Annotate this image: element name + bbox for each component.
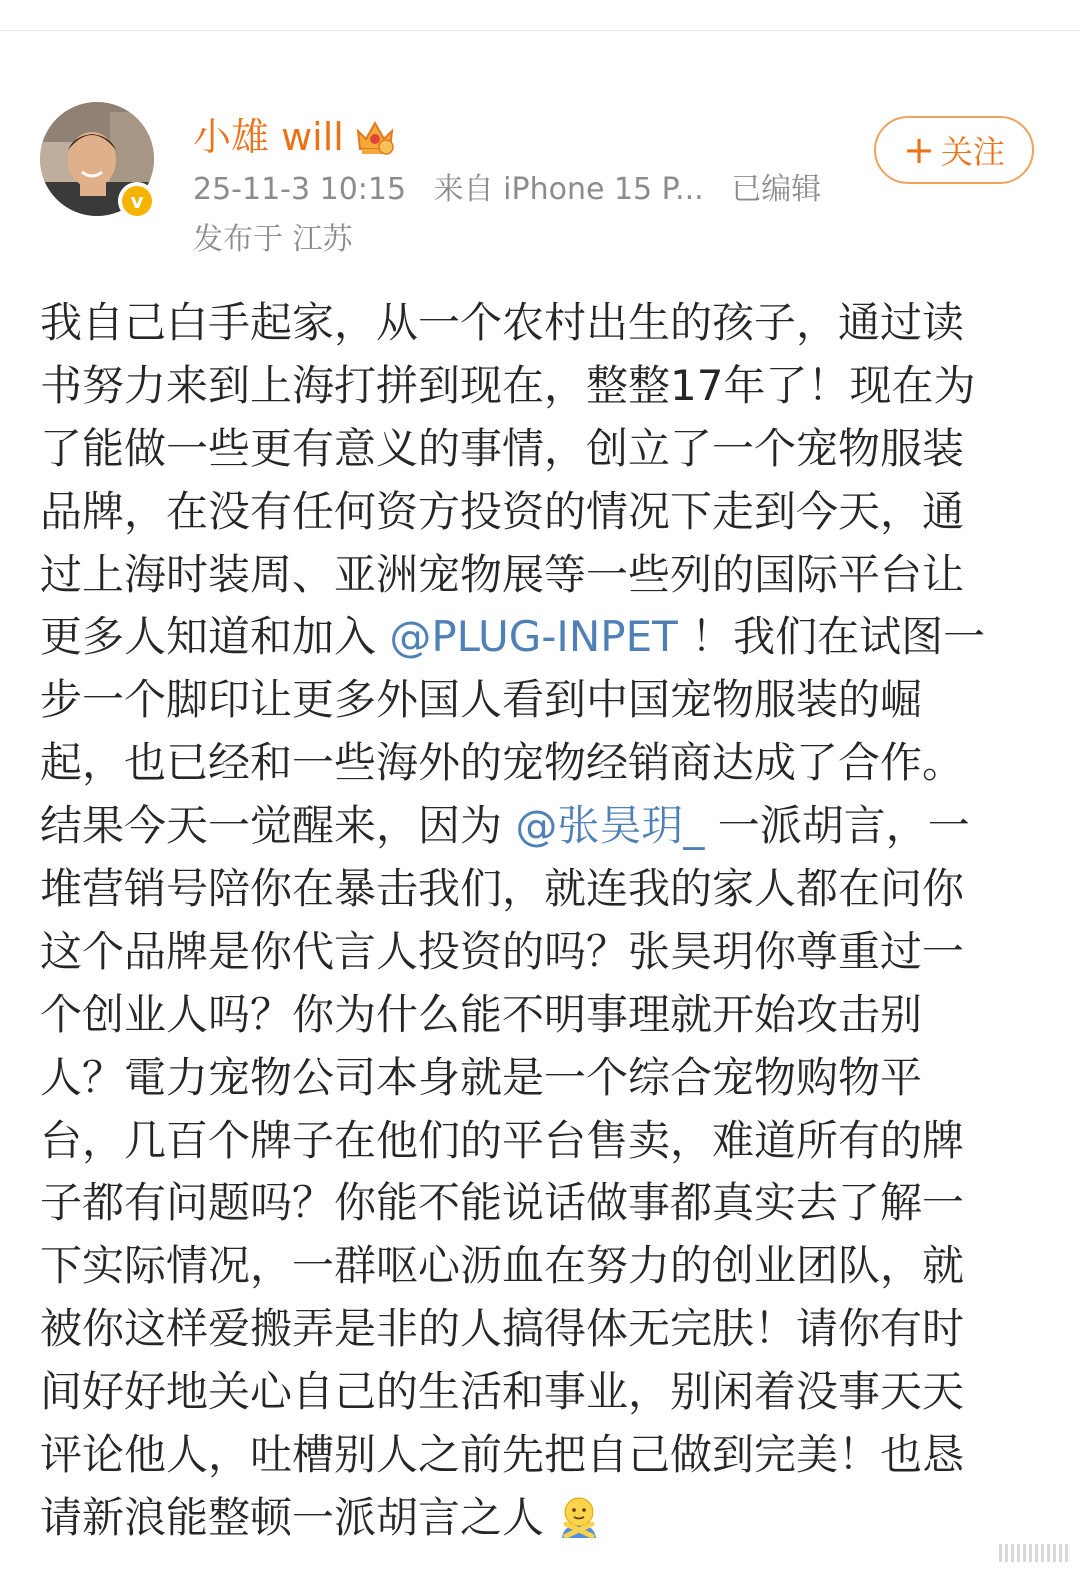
post-line: [40, 1361, 1030, 1424]
post-text: 评论他人，吐槽别人之前先把自己做到完美！也恳: [40, 1430, 965, 1480]
crown-icon: [354, 117, 396, 157]
follow-button[interactable]: [874, 116, 1034, 184]
post-meta: [193, 170, 821, 210]
post-line: [40, 984, 1030, 1047]
post-line: [40, 606, 1030, 669]
post-line: [40, 1424, 1030, 1487]
weibo-post: [0, 30, 1080, 1574]
mention-link[interactable]: @PLUG-INPET: [389, 612, 678, 662]
post-text: 了能做一些更有意义的事情，创立了一个宠物服装: [40, 423, 965, 473]
post-text: 过上海时装周、亚洲宠物展等一些列的国际平台让: [40, 549, 965, 599]
plus-icon: +: [903, 128, 935, 172]
post-line: [40, 418, 1030, 481]
post-text: 书努力来到上海打拼到现在，整整17年了！现在为: [40, 360, 976, 410]
post-text: 被你这样爱搬弄是非的人搞得体无完肤！请你有时: [40, 1304, 965, 1354]
post-line: [40, 669, 1030, 732]
watermark: [928, 1542, 1068, 1564]
post-line: [40, 1110, 1030, 1173]
post-text: 子都有问题吗？你能不能说话做事都真实去了解一: [40, 1178, 965, 1228]
post-text: 这个品牌是你代言人投资的吗？张昊玥你尊重过一: [40, 926, 965, 976]
post-text: 品牌，在没有任何资方投资的情况下走到今天，通: [40, 486, 965, 536]
post-line: [40, 1487, 1030, 1550]
post-line: [40, 1172, 1030, 1235]
post-text: ！我们在试图一: [677, 612, 986, 662]
post-line: [40, 1298, 1030, 1361]
follow-label: 关注: [940, 133, 1005, 171]
post-text: 更多人知道和加入: [40, 612, 390, 662]
timestamp: 25-11-3 10:15: [193, 172, 407, 207]
post-text: 人？電力宠物公司本身就是一个综合宠物购物平: [40, 1052, 923, 1102]
post-text: 间好好地关心自己的生活和事业，别闲着没事天天: [40, 1367, 965, 1417]
top-strip: [0, 0, 1080, 31]
name-row: [193, 112, 396, 162]
post-line: [40, 1235, 1030, 1298]
post-text: 一派胡言，一: [704, 801, 970, 851]
edited-label[interactable]: 已编辑: [731, 172, 822, 207]
post-line: [40, 921, 1030, 984]
post-line: [40, 795, 1030, 858]
post-line: [40, 858, 1030, 921]
post-text: 步一个脚印让更多外国人看到中国宠物服装的崛: [40, 675, 923, 725]
username[interactable]: 小雄 will: [193, 115, 344, 159]
post-content: [40, 292, 1030, 1550]
post-line: [40, 732, 1030, 795]
post-text: 下实际情况，一群呕心沥血在努力的创业团队，就: [40, 1241, 965, 1291]
verified-badge-icon: v: [118, 182, 156, 220]
shrug-emoji-icon: [556, 1494, 602, 1540]
mention-link[interactable]: @张昊玥_: [515, 801, 705, 851]
post-location: 发布于 江苏: [193, 222, 353, 257]
post-text: 台，几百个牌子在他们的平台售卖，难道所有的牌: [40, 1115, 965, 1165]
post-line: [40, 292, 1030, 355]
post-line: [40, 481, 1030, 544]
post-line: [40, 355, 1030, 418]
post-text: 起，也已经和一些海外的宠物经销商达成了合作。: [40, 738, 965, 788]
post-text: 堆营销号陪你在暴击我们，就连我的家人都在问你: [40, 864, 965, 914]
post-text: 我自己白手起家，从一个农村出生的孩子，通过读: [40, 298, 965, 347]
post-line: [40, 544, 1030, 607]
post-text: 个创业人吗？你为什么能不明事理就开始攻击别: [40, 989, 923, 1039]
post-text: 结果今天一觉醒来，因为: [40, 801, 516, 851]
post-text: 请新浪能整顿一派胡言之人: [40, 1492, 545, 1542]
post-source: 来自 iPhone 15 P...: [433, 172, 704, 207]
post-line: [40, 1047, 1030, 1110]
